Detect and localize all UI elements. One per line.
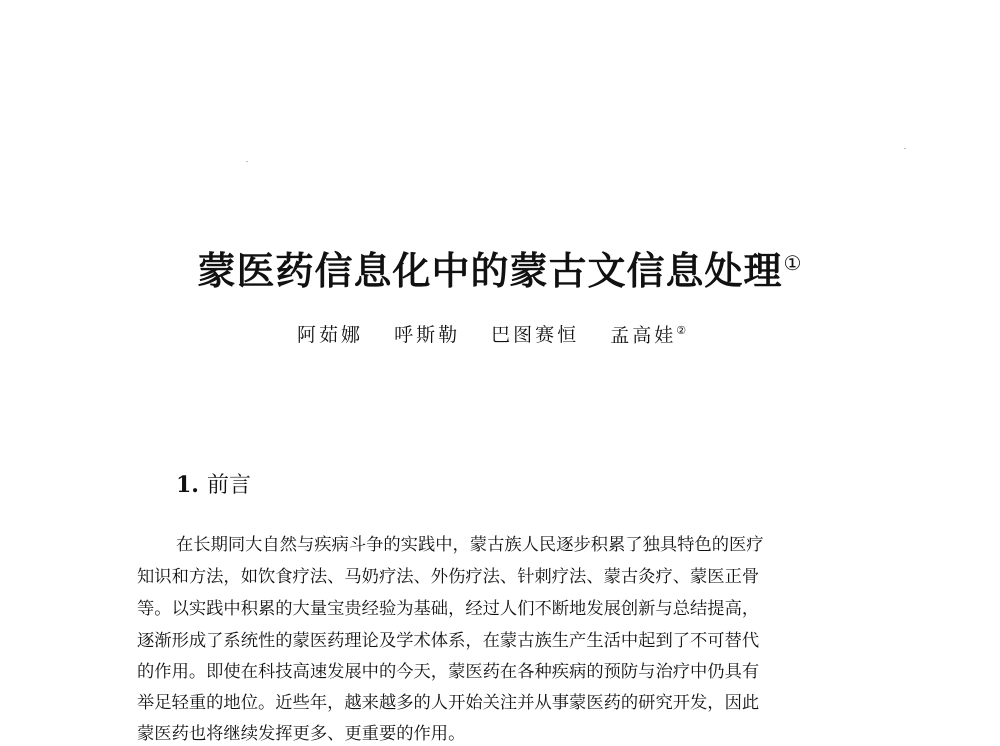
author	[610, 324, 686, 347]
section-heading	[176, 472, 251, 499]
author-name: 巴图赛恒	[491, 324, 580, 347]
section-number: 1.	[176, 472, 199, 498]
author-list	[297, 324, 708, 347]
author-name: 孟高娃	[610, 324, 677, 347]
author	[491, 324, 579, 347]
paragraph-line: 在长期同大自然与疾病斗争的实践中，蒙古族人民逐步积累了独具特色的医疗	[176, 535, 764, 555]
paragraph-line: 等。以实践中积累的大量宝贵经验为基础，经过人们不断地发展创新与总结提高，	[137, 599, 760, 619]
scan-speck	[246, 161, 248, 162]
author-name: 呼斯勒	[394, 324, 461, 347]
author-footnote-mark: ②	[676, 324, 687, 337]
paragraph-line: 举足轻重的地位。近些年，越来越多的人开始关注并从事蒙医药的研究开发，因此	[137, 693, 760, 713]
paragraph-line: 蒙医药也将继续发挥更多、更重要的作用。	[137, 724, 466, 744]
paper-title-text: 蒙医药信息化中的蒙古文信息处理	[197, 248, 783, 293]
paragraph-line: 逐渐形成了系统性的蒙医药理论及学术体系，在蒙古族生产生活中起到了不可替代	[137, 631, 760, 651]
scan-speck	[904, 148, 906, 149]
section-title: 前言	[206, 473, 251, 498]
author-name: 阿茹娜	[297, 324, 364, 347]
paragraph-line: 知识和方法，如饮食疗法、马奶疗法、外伤疗法、针刺疗法、蒙古灸疗、蒙医正骨	[137, 567, 760, 587]
author	[394, 324, 460, 347]
paragraph-line: 的作用。即使在科技高速发展中的今天，蒙医药在各种疾病的预防与治疗中仍具有	[137, 662, 760, 682]
title-footnote-mark: ①	[783, 251, 803, 276]
paper-title	[0, 248, 1000, 294]
author	[297, 324, 363, 347]
